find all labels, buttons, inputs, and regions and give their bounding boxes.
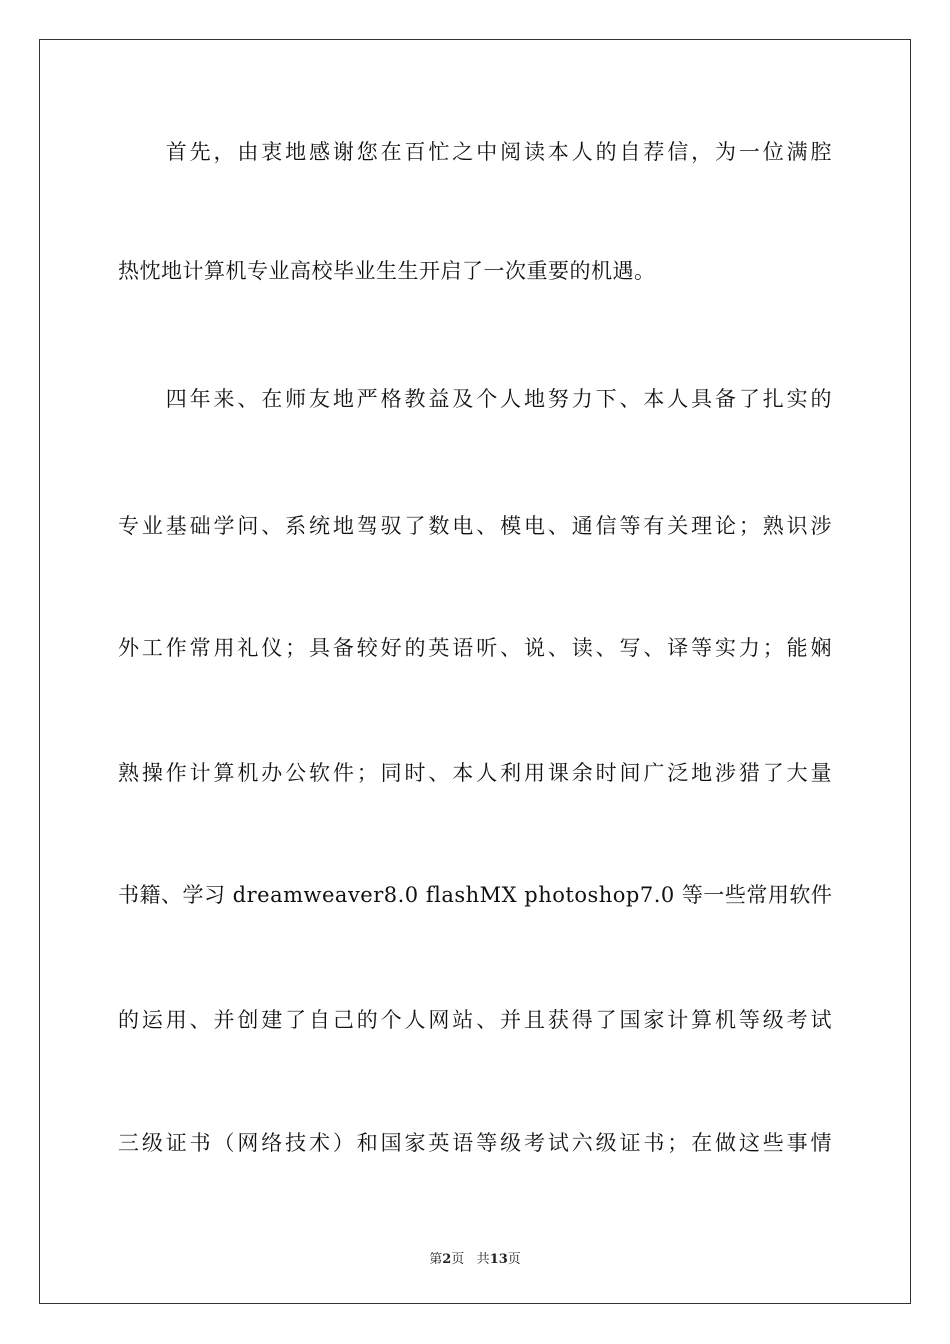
- paragraph-2-line-1: 四年来、在师友地严格教益及个人地努力下、本人具备了扎实的: [118, 387, 832, 411]
- footer-page-suffix: 页: [451, 1252, 465, 1267]
- paragraph-2-line-4: 熟操作计算机办公软件；同时、本人利用课余时间广泛地涉猎了大量: [118, 761, 832, 785]
- paragraph-2-line-5: 书籍、学习 dreamweaver8.0 flashMX photoshop7.0 等一些常用软件: [118, 883, 833, 907]
- paragraph-2-line-6: 的运用、并创建了自己的个人网站、并且获得了国家计算机等级考试: [118, 1008, 832, 1032]
- page-border: [39, 39, 911, 1304]
- footer-page-total: 13: [489, 1252, 508, 1267]
- paragraph-2-line-7: 三级证书（网络技术）和国家英语等级考试六级证书；在做这些事情: [118, 1131, 832, 1155]
- footer-total-prefix: 共: [476, 1252, 490, 1267]
- paragraph-2-line-3: 外工作常用礼仪；具备较好的英语听、说、读、写、译等实力；能娴: [118, 636, 832, 660]
- page-footer: [0, 1248, 950, 1267]
- footer-total-suffix: 页: [507, 1252, 521, 1267]
- footer-page-current: 2: [442, 1252, 452, 1267]
- paragraph-2-line-2: 专业基础学问、系统地驾驭了数电、模电、通信等有关理论；熟识涉: [118, 514, 832, 538]
- footer-page-prefix: 第: [429, 1252, 443, 1267]
- paragraph-1-line-2: 热忱地计算机专业高校毕业生生开启了一次重要的机遇。: [118, 259, 656, 283]
- paragraph-1-line-1: 首先，由衷地感谢您在百忙之中阅读本人的自荐信，为一位满腔: [118, 140, 832, 164]
